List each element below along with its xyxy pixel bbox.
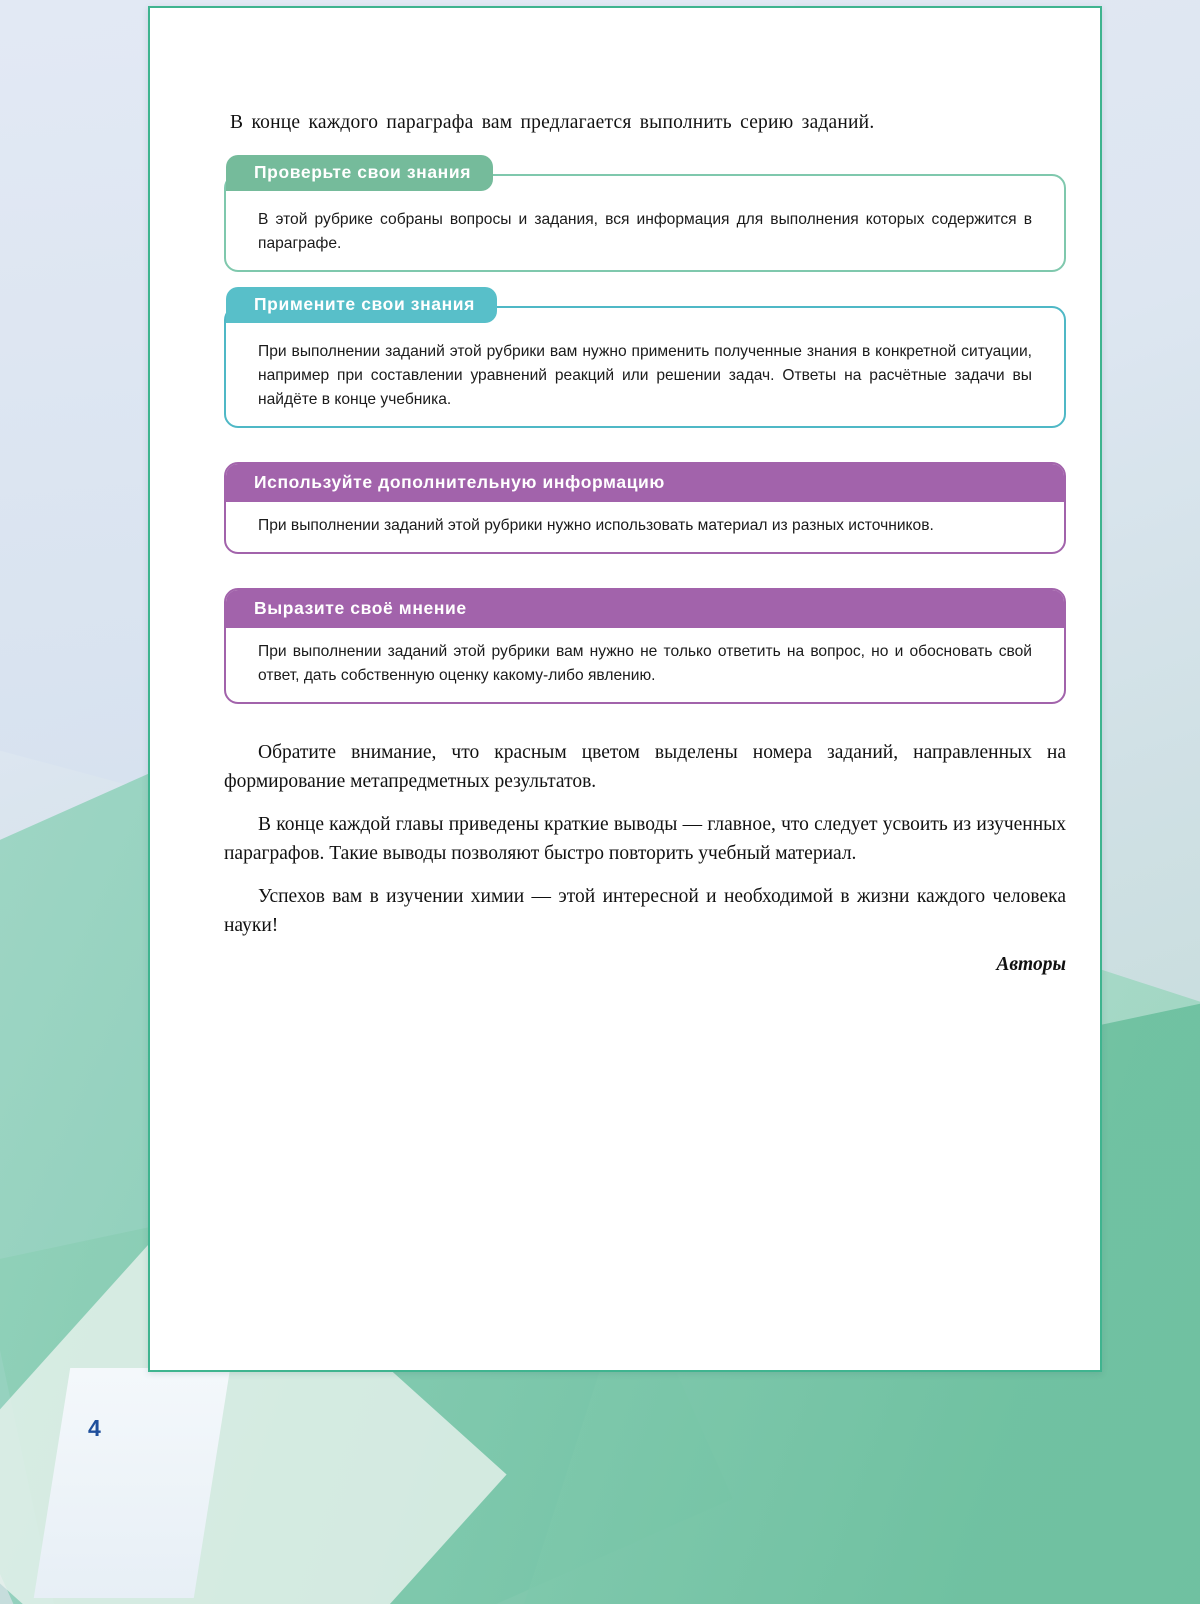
page-content xyxy=(224,112,1066,976)
rubric-express-your-opinion xyxy=(224,588,1066,704)
rubric-title: Примените свои знания xyxy=(226,287,497,323)
rubric-body: При выполнении заданий этой рубрики вам нужно не только ответить на вопрос, но и обосновать свой ответ, дать собственную оценку какому-либо явлению. xyxy=(258,643,1032,684)
page-sheet xyxy=(148,6,1102,1372)
closing-text xyxy=(224,738,1066,976)
page-number: 4 xyxy=(88,1415,101,1441)
rubric-apply-your-knowledge xyxy=(224,294,1066,428)
rubric-title: Выразите своё мнение xyxy=(226,590,1064,628)
rubric-body: При выполнении заданий этой рубрики вам нужно применить полученные знания в конкретной ситуации, например при составлении уравнений реакций или решении задач. Ответы на расчётные задачи вы найдёте в конце учебника. xyxy=(258,343,1032,408)
rubric-use-additional-information xyxy=(224,462,1066,554)
paragraph: Обратите внимание, что красным цветом выделены номера заданий, направленных на формирование метапредметных результатов. xyxy=(224,742,1066,792)
authors-signature: Авторы xyxy=(996,954,1066,975)
paragraph: В конце каждой главы приведены краткие выводы — главное, что следует усвоить из изученных параграфов. Такие выводы позволяют быстро повторить учебный материал. xyxy=(224,814,1066,864)
rubric-body: При выполнении заданий этой рубрики нужно использовать материал из разных источников. xyxy=(258,517,934,534)
intro-line: В конце каждого параграфа вам предлагается выполнить серию заданий. xyxy=(230,112,875,133)
paragraph: Успехов вам в изучении химии — этой интересной и необходимой в жизни каждого человека науки! xyxy=(224,886,1066,936)
rubric-title: Проверьте свои знания xyxy=(226,155,493,191)
rubric-check-your-knowledge xyxy=(224,162,1066,272)
rubric-title: Используйте дополнительную информацию xyxy=(226,464,1064,502)
rubric-body: В этой рубрике собраны вопросы и задания, вся информация для выполнения которых содержится в параграфе. xyxy=(258,211,1032,252)
